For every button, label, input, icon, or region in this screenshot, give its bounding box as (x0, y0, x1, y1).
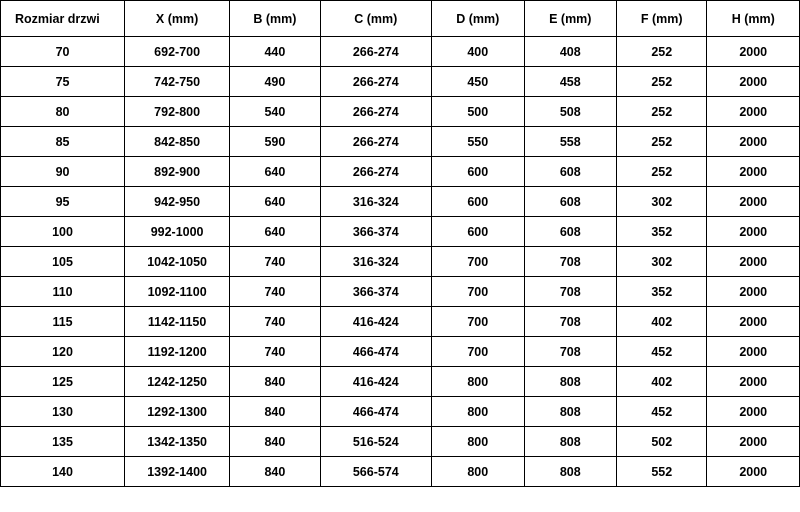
table-cell: 600 (432, 157, 525, 187)
table-cell: 800 (432, 427, 525, 457)
table-cell: 740 (230, 277, 320, 307)
table-cell: 1242-1250 (125, 367, 230, 397)
table-cell: 490 (230, 67, 320, 97)
table-cell: 608 (524, 187, 617, 217)
table-row (1, 307, 800, 337)
table-cell: 408 (524, 37, 617, 67)
table-cell: 2000 (707, 427, 800, 457)
table-cell: 700 (432, 337, 525, 367)
table-cell: 80 (1, 97, 125, 127)
table-cell: 266-274 (320, 127, 431, 157)
table-cell: 942-950 (125, 187, 230, 217)
table-cell: 316-324 (320, 247, 431, 277)
table-cell: 2000 (707, 67, 800, 97)
table-cell: 70 (1, 37, 125, 67)
table-cell: 125 (1, 367, 125, 397)
table-cell: 2000 (707, 127, 800, 157)
table-cell: 402 (617, 307, 707, 337)
table-cell: 252 (617, 37, 707, 67)
table-cell: 1142-1150 (125, 307, 230, 337)
table-cell: 2000 (707, 337, 800, 367)
table-row (1, 37, 800, 67)
table-cell: 708 (524, 307, 617, 337)
table-cell: 252 (617, 67, 707, 97)
table-cell: 252 (617, 97, 707, 127)
table-cell: 892-900 (125, 157, 230, 187)
table-cell: 840 (230, 367, 320, 397)
table-cell: 640 (230, 187, 320, 217)
table-cell: 808 (524, 457, 617, 487)
table-cell: 800 (432, 397, 525, 427)
table-cell: 75 (1, 67, 125, 97)
table-cell: 120 (1, 337, 125, 367)
column-header-3: C (mm) (320, 1, 431, 37)
table-cell: 402 (617, 367, 707, 397)
table-cell: 708 (524, 337, 617, 367)
table-cell: 416-424 (320, 367, 431, 397)
table-cell: 2000 (707, 277, 800, 307)
table-row (1, 187, 800, 217)
table-cell: 540 (230, 97, 320, 127)
table-cell: 708 (524, 277, 617, 307)
table-cell: 266-274 (320, 37, 431, 67)
table-cell: 608 (524, 157, 617, 187)
table-cell: 2000 (707, 157, 800, 187)
table-cell: 700 (432, 277, 525, 307)
table-cell: 105 (1, 247, 125, 277)
table-cell: 1342-1350 (125, 427, 230, 457)
table-cell: 552 (617, 457, 707, 487)
table-cell: 692-700 (125, 37, 230, 67)
table-cell: 840 (230, 397, 320, 427)
table-cell: 550 (432, 127, 525, 157)
table-row (1, 127, 800, 157)
table-row (1, 67, 800, 97)
table-cell: 2000 (707, 247, 800, 277)
table-cell: 992-1000 (125, 217, 230, 247)
table-cell: 252 (617, 127, 707, 157)
table-cell: 450 (432, 67, 525, 97)
table-cell: 2000 (707, 37, 800, 67)
table-cell: 130 (1, 397, 125, 427)
table-cell: 742-750 (125, 67, 230, 97)
table-cell: 840 (230, 427, 320, 457)
table-cell: 2000 (707, 397, 800, 427)
table-cell: 2000 (707, 307, 800, 337)
table-cell: 135 (1, 427, 125, 457)
table-cell: 558 (524, 127, 617, 157)
table-body (1, 37, 800, 487)
table-cell: 500 (432, 97, 525, 127)
table-cell: 100 (1, 217, 125, 247)
table-cell: 808 (524, 367, 617, 397)
table-cell: 800 (432, 367, 525, 397)
table-cell: 566-574 (320, 457, 431, 487)
table-row (1, 217, 800, 247)
table-cell: 90 (1, 157, 125, 187)
table-cell: 1192-1200 (125, 337, 230, 367)
table-cell: 1292-1300 (125, 397, 230, 427)
table-cell: 466-474 (320, 397, 431, 427)
table-header (1, 1, 800, 37)
table-cell: 808 (524, 427, 617, 457)
table-cell: 352 (617, 217, 707, 247)
table-cell: 302 (617, 247, 707, 277)
table-cell: 640 (230, 157, 320, 187)
table-cell: 640 (230, 217, 320, 247)
table-row (1, 427, 800, 457)
table-cell: 740 (230, 247, 320, 277)
table-cell: 416-424 (320, 307, 431, 337)
table-row (1, 157, 800, 187)
table-cell: 266-274 (320, 67, 431, 97)
table-row (1, 457, 800, 487)
column-header-2: B (mm) (230, 1, 320, 37)
table-row (1, 337, 800, 367)
table-cell: 502 (617, 427, 707, 457)
table-cell: 452 (617, 337, 707, 367)
column-header-5: E (mm) (524, 1, 617, 37)
column-header-6: F (mm) (617, 1, 707, 37)
table-cell: 1392-1400 (125, 457, 230, 487)
table-cell: 95 (1, 187, 125, 217)
table-cell: 302 (617, 187, 707, 217)
table-cell: 2000 (707, 457, 800, 487)
table-cell: 140 (1, 457, 125, 487)
table-cell: 2000 (707, 187, 800, 217)
table-cell: 466-474 (320, 337, 431, 367)
table-cell: 266-274 (320, 97, 431, 127)
table-cell: 608 (524, 217, 617, 247)
table-cell: 85 (1, 127, 125, 157)
table-cell: 266-274 (320, 157, 431, 187)
table-cell: 840 (230, 457, 320, 487)
table-cell: 2000 (707, 367, 800, 397)
table-cell: 366-374 (320, 217, 431, 247)
table-row (1, 367, 800, 397)
table-cell: 800 (432, 457, 525, 487)
table-cell: 600 (432, 217, 525, 247)
table-cell: 316-324 (320, 187, 431, 217)
table-cell: 590 (230, 127, 320, 157)
column-header-0: Rozmiar drzwi (1, 1, 125, 37)
column-header-1: X (mm) (125, 1, 230, 37)
table-cell: 700 (432, 247, 525, 277)
table-cell: 1042-1050 (125, 247, 230, 277)
table-cell: 452 (617, 397, 707, 427)
column-header-7: H (mm) (707, 1, 800, 37)
table-cell: 2000 (707, 217, 800, 247)
table-cell: 516-524 (320, 427, 431, 457)
table-cell: 740 (230, 307, 320, 337)
table-cell: 600 (432, 187, 525, 217)
table-cell: 366-374 (320, 277, 431, 307)
table-cell: 700 (432, 307, 525, 337)
table-cell: 458 (524, 67, 617, 97)
table-header-row (1, 1, 800, 37)
table-row (1, 277, 800, 307)
table-cell: 708 (524, 247, 617, 277)
table-cell: 792-800 (125, 97, 230, 127)
table-cell: 2000 (707, 97, 800, 127)
table-cell: 110 (1, 277, 125, 307)
table-cell: 252 (617, 157, 707, 187)
table-row (1, 397, 800, 427)
table-cell: 400 (432, 37, 525, 67)
table-cell: 842-850 (125, 127, 230, 157)
table-cell: 1092-1100 (125, 277, 230, 307)
table-cell: 115 (1, 307, 125, 337)
table-cell: 740 (230, 337, 320, 367)
table-row (1, 247, 800, 277)
table-row (1, 97, 800, 127)
table-cell: 508 (524, 97, 617, 127)
table-cell: 352 (617, 277, 707, 307)
table-cell: 440 (230, 37, 320, 67)
column-header-4: D (mm) (432, 1, 525, 37)
table-cell: 808 (524, 397, 617, 427)
